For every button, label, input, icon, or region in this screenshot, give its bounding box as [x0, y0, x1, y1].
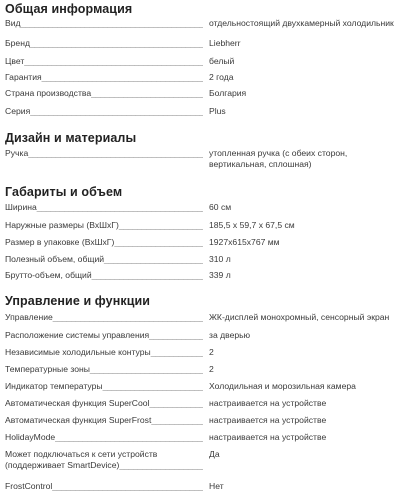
spec-label: Бренд _____ — [5, 38, 203, 49]
spec-value: 2 — [209, 347, 214, 357]
spec-label: HolidayMode _____ — [5, 432, 203, 443]
spec-value: настраивается на устройстве — [209, 415, 327, 425]
spec-value: 310 л — [209, 254, 231, 264]
spec-value: утопленная ручка (с обеих сторон, вертикальная, сплошная) — [209, 148, 348, 169]
spec-value: 2 — [209, 364, 214, 374]
spec-label: FrostControl _____ — [5, 481, 203, 492]
spec-label: Автоматическая функция SuperFrost _____ — [5, 415, 203, 426]
spec-value: за дверью — [209, 330, 251, 340]
spec-value: 339 л — [209, 270, 231, 280]
spec-value: Болгария — [209, 88, 247, 98]
spec-label: Размер в упаковке (ВхШхГ) _____ — [5, 237, 203, 248]
section-title-general: Общая информация — [5, 2, 133, 16]
spec-label: Вид _____ — [5, 18, 203, 29]
spec-label: Индикатор температуры _____ — [5, 381, 203, 392]
spec-label: Температурные зоны _____ — [5, 364, 203, 375]
spec-label: Серия _____ — [5, 106, 203, 117]
spec-label — [5, 449, 203, 471]
spec-value: настраивается на устройстве — [209, 398, 327, 408]
spec-value: Да — [209, 449, 220, 459]
spec-value: Liebherr — [209, 38, 241, 48]
spec-value: Plus — [209, 106, 226, 116]
spec-value: 2 года — [209, 72, 234, 82]
spec-label: Брутто-объем, общий _____ — [5, 270, 203, 281]
spec-label: Гарантия _____ — [5, 72, 203, 83]
spec-label: Расположение системы управления _____ — [5, 330, 203, 341]
spec-value: настраивается на устройстве — [209, 432, 327, 442]
spec-value: 60 см — [209, 202, 232, 212]
spec-label: Наружные размеры (ВхШхГ) _____ — [5, 220, 203, 231]
spec-value: ЖК-дисплей монохромный, сенсорный экран — [209, 312, 390, 322]
spec-label: Ручка _____ — [5, 148, 203, 159]
spec-label: Управление _____ — [5, 312, 203, 323]
spec-value: белый — [209, 56, 235, 66]
section-title-design: Дизайн и материалы — [5, 131, 137, 145]
spec-label-line2: (поддерживает SmartDevice) _____ — [5, 460, 203, 471]
spec-label: Автоматическая функция SuperCool _____ — [5, 398, 203, 409]
spec-value: 1927x615x767 мм — [209, 237, 280, 247]
spec-value: Нет — [209, 481, 224, 491]
spec-value: Холодильная и морозильная камера — [209, 381, 356, 391]
spec-label-line1: Может подключаться к сети устройств — [5, 449, 158, 459]
spec-value: отдельностоящий двухкамерный холодильник — [209, 18, 394, 28]
spec-label: Полезный объем, общий _____ — [5, 254, 203, 265]
spec-label: Страна производства _____ — [5, 88, 203, 99]
section-title-dimensions: Габариты и объем — [5, 185, 123, 199]
section-title-controls: Управление и функции — [5, 294, 151, 308]
spec-label: Цвет _____ — [5, 56, 203, 67]
spec-label: Ширина _____ — [5, 202, 203, 213]
spec-value: 185,5 x 59,7 x 67,5 см — [209, 220, 295, 230]
spec-label: Независимые холодильные контуры _____ — [5, 347, 203, 358]
